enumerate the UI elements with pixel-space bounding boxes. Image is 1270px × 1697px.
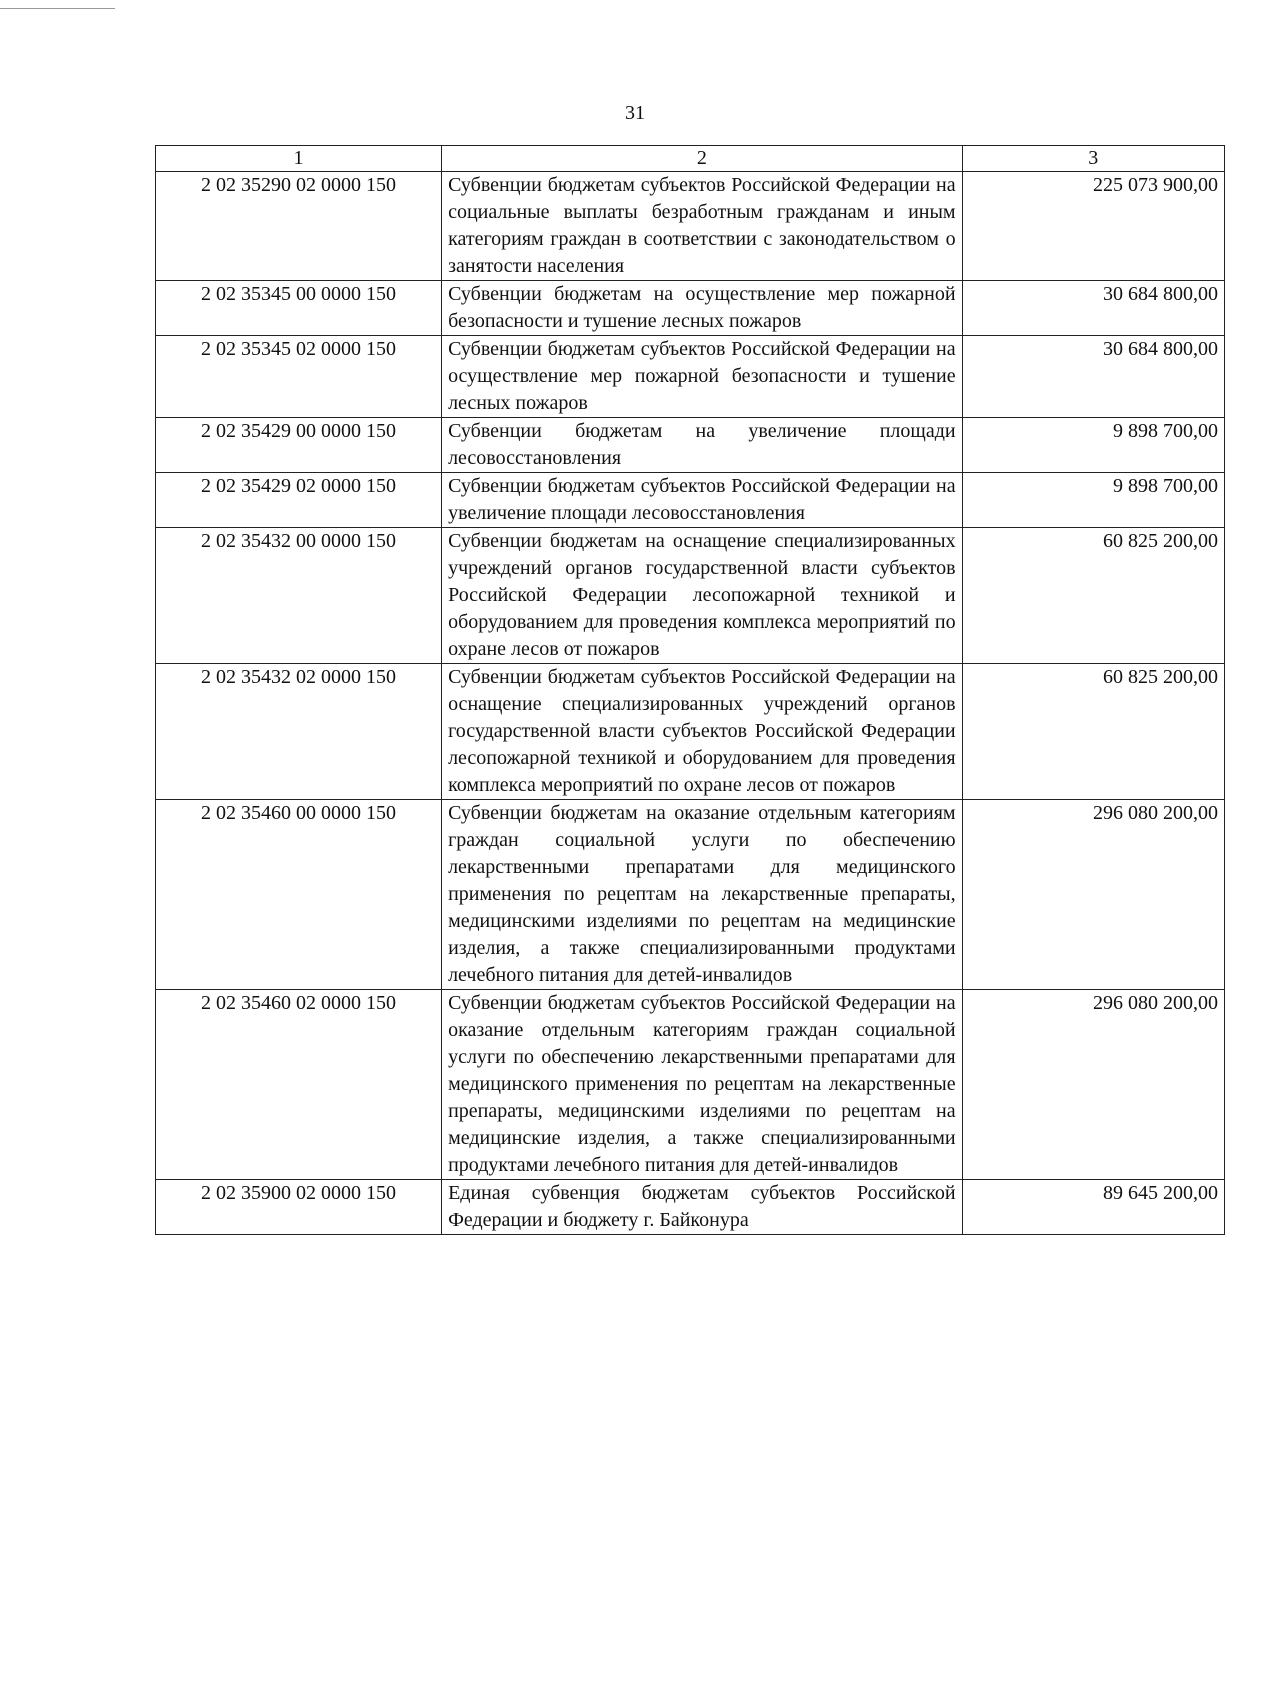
budget-code-cell: 2 02 35900 02 0000 150	[156, 1180, 442, 1235]
description-cell: Субвенции бюджетам на осуществление мер пожарной безопасности и тушение лесных пожаров	[442, 281, 963, 336]
table-header-row	[156, 146, 1225, 172]
description-cell: Субвенции бюджетам субъектов Российской Федерации на увеличение площади лесовосстановления	[442, 473, 963, 528]
column-header-1: 1	[156, 146, 442, 172]
description-cell: Субвенции бюджетам субъектов Российской Федерации на социальные выплаты безработным гражданам и иным категориям граждан в соответствии с законодательством о занятости населения	[442, 172, 963, 281]
budget-code-cell: 2 02 35429 00 0000 150	[156, 418, 442, 473]
page-number: 31	[625, 102, 645, 124]
description-cell: Субвенции бюджетам субъектов Российской Федерации на осуществление мер пожарной безопасности и тушение лесных пожаров	[442, 336, 963, 418]
amount-cell: 296 080 200,00	[962, 800, 1224, 990]
budget-table	[155, 145, 1225, 1235]
amount-cell: 296 080 200,00	[962, 990, 1224, 1180]
column-header-3: 3	[962, 146, 1224, 172]
amount-cell: 89 645 200,00	[962, 1180, 1224, 1235]
table-row	[156, 172, 1225, 281]
budget-code-cell: 2 02 35460 00 0000 150	[156, 800, 442, 990]
budget-code-cell: 2 02 35432 02 0000 150	[156, 664, 442, 800]
description-cell: Субвенции бюджетам на оснащение специализированных учреждений органов государственной власти субъектов Российской Федерации лесопожарной техникой и оборудованием для проведения комплекса мероприятий по охране лесов от пожаров	[442, 528, 963, 664]
scan-corner-line	[0, 0, 115, 9]
description-cell: Субвенции бюджетам на увеличение площади лесовосстановления	[442, 418, 963, 473]
table-body	[156, 172, 1225, 1235]
amount-cell: 225 073 900,00	[962, 172, 1224, 281]
budget-code-cell: 2 02 35432 00 0000 150	[156, 528, 442, 664]
budget-code-cell: 2 02 35460 02 0000 150	[156, 990, 442, 1180]
description-cell: Субвенции бюджетам субъектов Российской Федерации на оснащение специализированных учреждений органов государственной власти субъектов Российской Федерации лесопожарной техникой и оборудованием для проведения комплекса мероприятий по охране лесов от пожаров	[442, 664, 963, 800]
amount-cell: 60 825 200,00	[962, 664, 1224, 800]
amount-cell: 60 825 200,00	[962, 528, 1224, 664]
table-row	[156, 664, 1225, 800]
amount-cell: 9 898 700,00	[962, 418, 1224, 473]
table-row	[156, 418, 1225, 473]
budget-code-cell: 2 02 35290 02 0000 150	[156, 172, 442, 281]
column-header-2: 2	[442, 146, 963, 172]
table-row	[156, 473, 1225, 528]
amount-cell: 9 898 700,00	[962, 473, 1224, 528]
table-row	[156, 990, 1225, 1180]
table-row	[156, 800, 1225, 990]
description-cell: Единая субвенция бюджетам субъектов Российской Федерации и бюджету г. Байконура	[442, 1180, 963, 1235]
budget-code-cell: 2 02 35429 02 0000 150	[156, 473, 442, 528]
amount-cell: 30 684 800,00	[962, 281, 1224, 336]
table-row	[156, 1180, 1225, 1235]
description-cell: Субвенции бюджетам на оказание отдельным категориям граждан социальной услуги по обеспечению лекарственными препаратами для медицинского применения по рецептам на лекарственные препараты, медицинскими изделиями по рецептам на медицинские изделия, а также специализированными продуктами лечебного питания для детей-инвалидов	[442, 800, 963, 990]
table-row	[156, 281, 1225, 336]
description-cell: Субвенции бюджетам субъектов Российской Федерации на оказание отдельным категориям граждан социальной услуги по обеспечению лекарственными препаратами для медицинского применения по рецептам на лекарственные препараты, медицинскими изделиями по рецептам на медицинские изделия, а также специализированными продуктами лечебного питания для детей-инвалидов	[442, 990, 963, 1180]
budget-code-cell: 2 02 35345 00 0000 150	[156, 281, 442, 336]
table-row	[156, 336, 1225, 418]
table-row	[156, 528, 1225, 664]
budget-code-cell: 2 02 35345 02 0000 150	[156, 336, 442, 418]
amount-cell: 30 684 800,00	[962, 336, 1224, 418]
